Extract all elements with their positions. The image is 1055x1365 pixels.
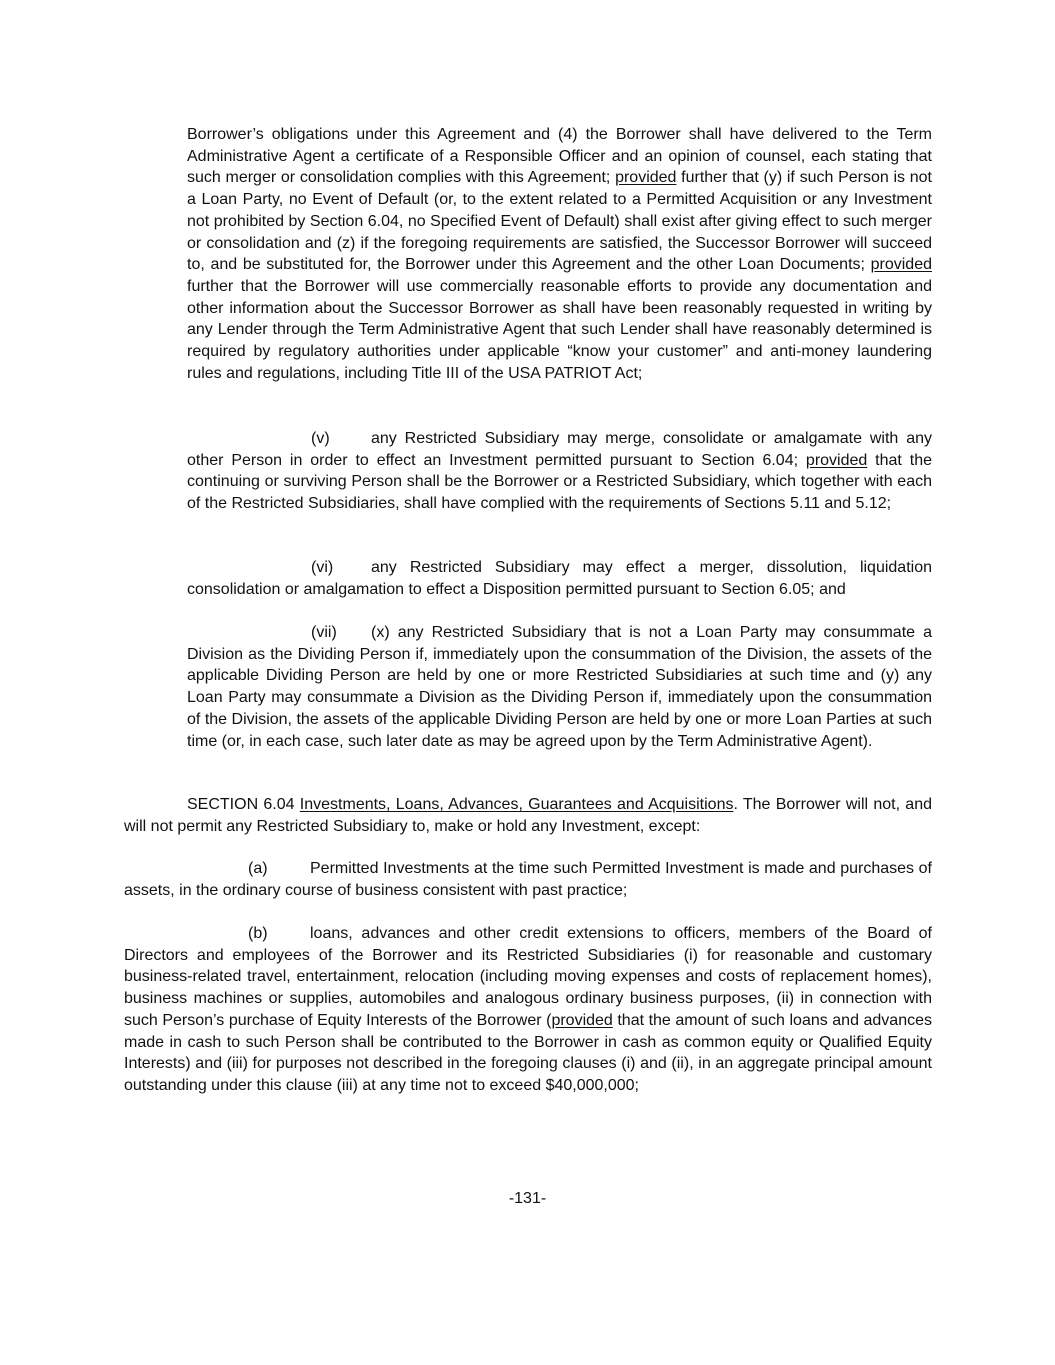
provided-term: provided — [870, 256, 932, 274]
provided-term: provided — [551, 1011, 613, 1029]
provided-term: provided — [615, 169, 677, 187]
section-intro-text: . The Borrower will not, and will not permit any Restricted Subsidiary to, make or hold any Investment, except: — [124, 796, 933, 835]
clause-a — [124, 858, 932, 901]
continuation-text-2: further that (y) if such Person is not a Loan Party, no Event of Default (or, to the extent related to a Permitted Acquisition or any Investment not prohibited by Section 6.04, no Specified Event of Default) shall exist after giving effect to such merger or consolidation and (z) if the foregoing requirements are satisfied, the Successor Borrower will succeed to, and be substituted for, the Borrower under this Agreement and the other Loan Documents; — [187, 169, 932, 274]
continuation-paragraph — [187, 124, 932, 384]
clause-v-text-2: that the continuing or surviving Person shall be the Borrower or a Restricted Subsidiary, which together with each of the Restricted Subsidiaries, shall have complied with the requirements of Sections 5.11 and 5.12; — [187, 451, 932, 513]
clause-vi — [187, 557, 932, 600]
continuation-text-3: further that the Borrower will use commercially reasonable efforts to provide any documentation and other information about the Successor Borrower as shall have been reasonably requested in writing by any Lender through the Term Administrative Agent that such Lender shall have reasonably determined is required by regulatory authorities under applicable “know your customer” and anti-money laundering rules and regulations, including Title III of the USA PATRIOT Act; — [187, 277, 932, 382]
page-number: -131- — [508, 1190, 547, 1207]
clause-b-label: (b) — [248, 925, 268, 942]
clause-v-text-1: any Restricted Subsidiary may merge, consolidate or amalgamate with any other Person in order to effect an Investment permitted pursuant to Section 6.04; — [187, 430, 932, 469]
clause-v-label: (v) — [311, 430, 330, 447]
continuation-text-1: Borrower’s obligations under this Agreement and (4) the Borrower shall have delivered to the Term Administrative Agent a certificate of a Responsible Officer and an opinion of counsel, each stating that such merger or consolidation complies with this Agreement; — [187, 126, 932, 187]
section-6-04 — [124, 794, 932, 837]
clause-vi-text: any Restricted Subsidiary may effect a merger, dissolution, liquidation consolidation or amalgamation to effect a Disposition permitted pursuant to Section 6.05; and — [187, 559, 932, 598]
clause-v — [187, 428, 932, 515]
clause-vii-text: (x) any Restricted Subsidiary that is not a Loan Party may consummate a Division as the Dividing Person if, immediately upon the consummation of the Division, the assets of the applicable Dividing Person are held by one or more Restricted Subsidiaries at such time and (y) any Loan Party may consummate a Division as the Dividing Person if, immediately upon the consummation of the Division, the assets of the applicable Dividing Person are held by one or more Loan Parties at such time (or, in each case, such later date as may be agreed upon by the Term Administrative Agent). — [187, 624, 932, 750]
section-heading: Investments, Loans, Advances, Guarantees and Acquisitions — [299, 796, 734, 813]
clause-vii — [187, 622, 932, 752]
clause-vii-label: (vii) — [311, 624, 337, 641]
clause-vi-label: (vi) — [311, 559, 334, 576]
clause-b — [124, 923, 932, 1097]
clause-b-text-2: that the amount of such loans and advances made in cash to such Person shall be contributed to the Borrower in cash as common equity or Qualified Equity Interests) and (iii) for purposes not described in the foregoing clauses (i) and (ii), in an aggregate principal amount outstanding under this clause (iii) at any time not to exceed $40,000,000; — [124, 1011, 933, 1094]
clause-a-text: Permitted Investments at the time such Permitted Investment is made and purchases of assets, in the ordinary course of business consistent with past practice; — [124, 860, 932, 899]
provided-term: provided — [805, 451, 868, 469]
clause-a-label: (a) — [248, 860, 268, 877]
clause-b-text-1: loans, advances and other credit extensions to officers, members of the Board of Directors and employees of the Borrower and its Restricted Subsidiaries (i) for reasonable and customary business-related travel, entertainment, relocation (including moving expenses and costs of replacement homes), business machines or supplies, automobiles and analogous ordinary business purposes, (ii) in connection with such Person’s purchase of Equity Interests of the Borrower ( — [124, 925, 932, 1029]
section-number: SECTION 6.04 — [187, 796, 295, 813]
